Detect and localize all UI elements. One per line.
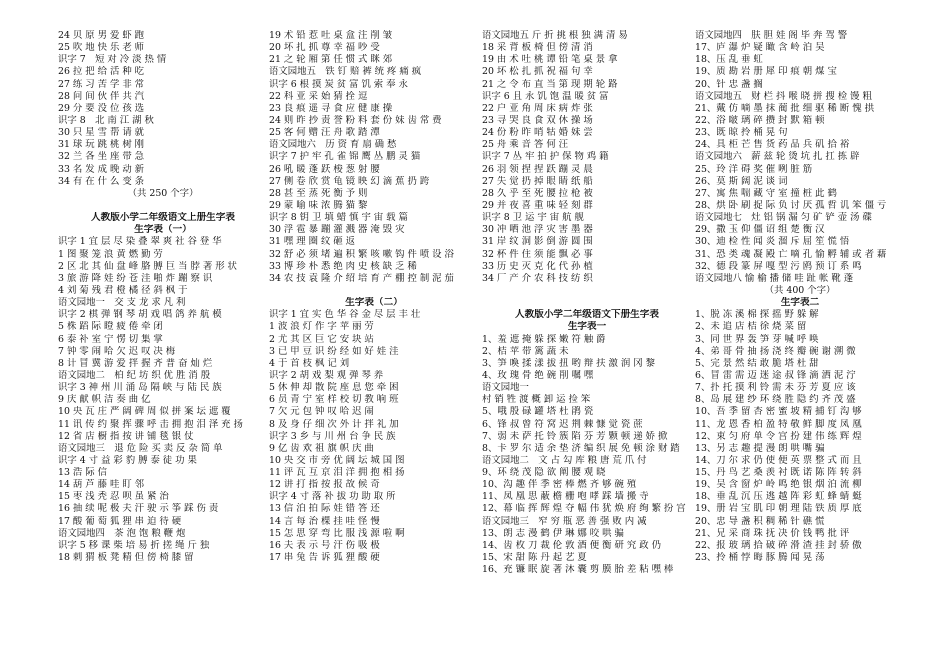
text-line: 32、德 段 篆 屏 嘎 型 污 鸥 预 订 系 鸣 (695, 260, 862, 272)
text-line: 21、兄 采 商 珠 抚 决 价 钱 鸭 批 评 (695, 527, 850, 539)
text-line: 识字 7 丛 牢 拍 护 保 物 鸡 籍 (482, 151, 609, 163)
text-line: 19 术 铅 惹 吐 桌 盒 注 削 皱 (269, 30, 393, 41)
text-line: 村 销 牲 渡 概 卸 运 捡 笨 (482, 394, 591, 406)
text-line: 31 嘿 理 圈 纹 砸 返 (269, 236, 356, 248)
text-line: 26 吼 暖 蓬 跃 梭 葱 射 腰 (269, 163, 380, 175)
text-line: 3 已 甲 豆 识 纷 经 如 好 娃 洼 (269, 345, 399, 357)
text-line: 8、卡 罗 尔 适 余 垫 济 编 织 展 免 顿 涂 财 踏 (482, 442, 680, 454)
text-line: 32 杯 件 住 须 能 飘 必 事 (482, 248, 593, 260)
text-line: 13、朗 志 漫 鹤 伊 琳 娜 咬 哄 骗 (482, 527, 624, 539)
text-line: 12 省 店 橱 指 按 讲 铺 毯 银 仗 (58, 430, 194, 442)
text-line: 32 兰 各 坐 座 带 急 (58, 151, 145, 163)
text-line: 1、羞 遮 掩 躲 探 嫩 符 触 爵 (482, 333, 606, 345)
text-line: 语文园地一 交 支 龙 求 凡 利 (58, 297, 186, 309)
text-line: 29、撒 玉 仰 僵 诏 组 楚 衡 汉 (695, 224, 825, 236)
text-line: 语文园地四 茶 泡 饱 粮 鞭 炮 (58, 527, 186, 539)
text-line: 30 只 星 雪 帮 请 就 (58, 127, 145, 139)
text-line: 10、吾 季 留 杏 密 蜜 坡 精 捕 钉 沟 够 (695, 406, 862, 418)
text-line: 24 份 粉 昨 哨 牯 婚 妹 尝 (482, 127, 593, 139)
text-line: 32 舒 必 须 堵 遍 积 繁 咳 嗽 钩 件 喷 设 浴 (269, 248, 454, 260)
text-line: 16、充 镰 眠 旋 著 沐 囊 剪 膜 胎 差 粘 嘿 棒 (482, 564, 674, 576)
text-line: 34 有 在 什 么 变 条 (58, 175, 145, 187)
text-line: 13 信 泊 拍 际 娃 错 答 还 (269, 503, 380, 515)
text-line: 19、册 岩 宝 肌 印 朝 理 陆 铁 质 厚 底 (695, 503, 862, 515)
text-line: 21 之 令 布 直 当 第 现 期 轮 路 (482, 78, 618, 90)
text-line: 25、玲 洋 碍 奖 催 咧 脏 筋 (695, 163, 813, 175)
text-line: 23、拎 桶 悖 晦 豚 腾 闻 晃 荡 (695, 552, 825, 564)
text-line: 语文园地六 薪 兹 轮 烫 坑 扎 扛 拣 辟 (695, 151, 860, 163)
text-line: 识字 7 短 对 冷 淡 热 情 (58, 54, 167, 66)
text-line: 11、凤 凰 思 蔽 檐 栅 咆 哮 踩 墙 搬 寺 (482, 491, 649, 503)
text-line: 1 波 浪 灯 作 字 苹 丽 劳 (269, 321, 374, 333)
text-line: 20、针 忠 盏 搁 (695, 78, 763, 90)
text-line: 17、庐 瀑 炉 疑 瞰 含 岭 泊 吴 (695, 42, 825, 54)
text-line: 26 拉 把 给 活 种 吃 (58, 66, 145, 78)
text-line: 18、垂 乱 沉 压 逃 越 阵 彩 虹 蜂 蜻 蜓 (695, 491, 862, 503)
text-line: 1 图 聚 笼 浪 黄 燃 勤 劳 (58, 248, 163, 260)
text-line: 语文园地五 铁 钉 赔 裤 统 疼 痛 疯 (269, 66, 422, 78)
text-line: 语文园地八 愉 榆 播 储 哇 趾 帐 靴 蓬 (695, 272, 854, 284)
text-line: 18 刺 猬 板 凳 精 但 傍 椅 膝 留 (58, 552, 194, 564)
text-line: 7 欠 元 包 钟 叹 哈 迟 闹 (269, 406, 374, 418)
text-line (482, 285, 692, 297)
text-line: 语文园地五 财 栏 抖 喉 晓 拼 搜 检 馒 粗 (695, 90, 872, 102)
text-line: 16 夫 表 示 号 汗 伤 吸 极 (269, 539, 380, 551)
text-line: 31 球 玩 跳 桃 树 刚 (58, 139, 145, 151)
text-line: 20 坏 扎 抓 尊 幸 福 吵 受 (269, 42, 380, 54)
text-line: 28、烘 卧 刷 捉 际 负 讨 厌 孤 哲 讥 笨 僵 亏 (695, 199, 887, 211)
column-3 (482, 30, 692, 576)
text-line: 5、哦 殷 碌 罐 塔 杜 鹃 瓷 (482, 406, 594, 418)
text-line: 30、迪 检 性 闻 炎 溜 斥 屈 笙 慌 悟 (695, 236, 850, 248)
text-line: 识字 4 寸 落 补 拔 功 助 取 所 (269, 491, 396, 503)
text-line: 识字 8 卫 运 宇 宙 航 舰 (482, 212, 584, 224)
text-line: 22 科 亚 采 始 猜 拴 逗 (269, 90, 368, 102)
text-line: 识字 3 乡 与 川 州 台 争 民 族 (269, 430, 396, 442)
text-line: 识字 6 根 摸 炭 贫 富 饥 索 奉 永 (269, 78, 408, 90)
text-line: 31、恐 类 魂 凝 殿 亡 嘀 孔 愉 孵 辅 或 者 藉 (695, 248, 887, 260)
text-line: 语文园地五 斤 折 挑 根 独 满 清 易 (482, 30, 628, 41)
text-line: 语文园地二 文 占 勾 库 粮 唐 荒 爪 付 (482, 454, 647, 466)
text-line: 4 刘 菊 残 君 橙 橘 径 斜 枫 于 (58, 284, 188, 296)
text-line: 12 讲 打 指 按 报 故 候 奇 (269, 479, 380, 491)
section-heading: 生字表二 (780, 297, 820, 309)
text-line: 23 寻 哭 良 食 双 休 操 场 (482, 114, 593, 126)
text-line: 5 株 蹈 际 瞪 疲 倦 牵 闭 (58, 321, 163, 333)
text-line: 22 户 亚 角 周 床 病 炸 张 (482, 102, 593, 114)
text-line: 22、浴 啵 璃 碎 攒 封 默 箱 顿 (695, 114, 825, 126)
text-line: 15、丹 鸟 艺 桑 羡 衬 既 诺 陈 阵 转 斜 (695, 467, 862, 479)
text-line: 语文园地三 窄 穷 瓶 恶 善 强 败 内 减 (482, 515, 647, 527)
text-line: 30 冲 哂 池 浮 灾 害 墨 器 (482, 224, 593, 236)
text-line: 识字 2 棋 弹 钢 琴 胡 戏 唱 鸽 养 航 模 (58, 309, 222, 321)
text-line: 识字 7 护 牢 孔 雀 锦 鹰 丛 鹏 灵 猫 (269, 151, 421, 163)
text-line: 28 问 间 伙 伴 共 汽 (58, 90, 145, 102)
text-line: 6、冒 雷 需 迈 迷 途 叔 锋 滴 洒 泥 泞 (695, 369, 856, 381)
text-line: 9 庆 献 帜 洁 奏 曲 亿 (58, 394, 151, 406)
text-line: 14、刀 尔 求 仍 使 便 英 票 整 式 而 且 (695, 454, 862, 466)
text-line: 27 侧 卷 欣 赏 龟 镜 映 幻 滴 蕉 扔 跨 (269, 175, 430, 187)
text-line (58, 200, 268, 212)
text-line: 29 蒙 喻 味 浓 腾 猫 黎 (269, 199, 368, 211)
text-line: 17 串 兔 告 诉 狐 狸 酸 硬 (269, 552, 380, 564)
text-line: 19 由 术 吐 桃 谭 铅 笔 桌 景 拿 (482, 54, 618, 66)
text-line (482, 297, 692, 309)
section-heading: 生字表一 (567, 321, 607, 333)
text-line: 33 名 发 成 晚 动 新 (58, 163, 145, 175)
text-line: 9、环 绕 茂 隐 欲 阐 腰 观 晓 (482, 467, 606, 479)
text-line: 识字 6 且 永 饥 饱 温 暖 贫 富 (482, 90, 609, 102)
text-line: 6、锋 叔 曾 符 窝 迟 荆 棘 慷 觉 瓷 蔗 (482, 418, 643, 430)
text-line: 15 枣 浅 秃 忍 呗 虽 紧 治 (58, 491, 169, 503)
column-2 (269, 30, 479, 564)
text-line: 22、报 玻 璃 拾 破 碎 滑 渣 挂 封 骄 傲 (695, 539, 862, 551)
text-line: 2 区 北 其 仙 盘 峰 胳 膊 巨 当 脖 著 形 状 (58, 260, 237, 272)
section-heading: 生字表（一） (134, 224, 192, 236)
text-line: 6 员 青 宁 室 样 校 切 教 响 班 (269, 394, 399, 406)
text-line: 7 钟 零 闹 哈 欠 迟 叹 决 梅 (58, 345, 176, 357)
text-line: 识字 5 移 课 柴 培 易 折 搓 绳 斤 独 (58, 539, 210, 551)
text-line: 19、质 勘 岩 册 犀 印 痕 朝 煤 宝 (695, 66, 837, 78)
text-line: 20、忠 导 盏 积 稠 稀 针 礁 慌 (695, 515, 825, 527)
text-line: 33 历 史 灭 克 化 代 孙 植 (482, 260, 593, 272)
text-line: 识字 3 神 州 川 涌 岛 隔 峡 与 陆 民 族 (58, 382, 222, 394)
text-line: 15 怎 思 穿 弯 比 服 浅 源 啦 啊 (269, 527, 405, 539)
text-line: 24 贝 原 男 爱 虾 跑 (58, 30, 145, 41)
text-line: 13 浩 际 信 (58, 467, 107, 479)
text-line: 34 厂 产 介 农 科 技 纺 织 (482, 272, 593, 284)
text-line: 28 甚 至 蒸 死 衡 予 则 (269, 187, 368, 199)
text-line: 27 练 习 苦 学 非 常 (58, 78, 145, 90)
text-line: 33 博 珍 朴 悉 绝 肉 史 核 缺 乏 稀 (269, 260, 417, 272)
text-line: 19、吴 含 窗 炉 岭 鸣 绝 银 烟 泊 流 柳 (695, 479, 862, 491)
text-line: 1、脱 冻 溪 棉 探 摇 野 躲 解 (695, 309, 819, 321)
text-line: 语文园地六 历 资 育 扇 确 愁 (269, 139, 397, 151)
text-line: 18 采 背 板 椅 但 傍 清 消 (482, 42, 593, 54)
text-line: 11、龙 恩 香 柏 盈 特 敬 鲜 脚 度 凤 凰 (695, 418, 862, 430)
text-line: 5 休 伸 却 散 院 座 息 您 牵 困 (269, 382, 399, 394)
text-line: 识字 4 寸 益 彩 豹 膊 泰 徒 功 果 (58, 454, 197, 466)
text-line: 4、弟 哥 骨 抽 扬 浇 终 瓣 碗 谢 溯 微 (695, 345, 856, 357)
text-line: 6 泰 补 室 宁 愣 切 集 掌 (58, 333, 163, 345)
text-line: 10、沟 趣 伴 季 密 棒 燃 齐 够 碗 殖 (482, 479, 637, 491)
text-line: 27、寓 焦 喘 藏 守 室 撞 桩 此 鹤 (695, 187, 837, 199)
column-4 (695, 30, 905, 564)
text-line: 语文园地三 退 危 险 买 卖 反 杂 简 单 (58, 442, 223, 454)
text-line: 4、玫 瑰 骨 绝 碗 削 嘱 嘿 (482, 369, 594, 381)
text-line: 10 央 交 市 旁 优 阔 坛 城 国 图 (269, 454, 405, 466)
text-line: 2、桔 苹 带 篱 蔬 未 (482, 345, 569, 357)
text-line: 12、束 匀 府 单 令 宫 扮 建 伟 练 辉 煌 (695, 430, 862, 442)
text-line: 23、既 晾 拎 桶 晃 句 (695, 127, 788, 139)
text-line: 15、宋 甜 陈 丹 起 艺 夏 (482, 552, 587, 564)
text-line: 7、扑 托 摸 利 铃 需 未 芬 芳 夏 应 该 (695, 382, 856, 394)
text-line: 8 计 冒 冀 游 爱 拌 握 齐 普 奋 灿 烂 (58, 357, 213, 369)
column-1 (58, 30, 268, 564)
text-line: 28 久 乎 至 死 腰 拉 枪 被 (482, 187, 593, 199)
text-line: 23 良 痕 遥 寻 食 应 健 康 操 (269, 102, 393, 114)
text-line: 语文园地一 (482, 382, 529, 394)
text-line: 14 言 每 治 棵 挂 哇 怪 慢 (269, 515, 380, 527)
text-line: 识字 8 钥 卫 填 蜡 慎 宇 宙 载 篇 (269, 212, 408, 224)
text-line: 3、同 世 界 轰 笋 芽 喊 呼 唤 (695, 333, 819, 345)
text-line: 11 讯 传 约 聚 挥 骤 呼 击 拥 抱 泪 泽 充 扬 (58, 418, 243, 430)
text-line: 语文园地四 肤 胆 娃 阁 毕 奔 驾 警 (695, 30, 848, 41)
text-line: 34 农 技 袁 隆 介 绍 培 育 产 棚 控 制 泥 茄 (269, 272, 454, 284)
text-line: 29 分 要 没 位 孩 选 (58, 102, 145, 114)
text-line: 语文园地七 灶 铝 锅 漏 匀 矿 铲 壶 汤 碟 (695, 212, 872, 224)
text-line: 3 旅 游 降 娃 纷 苍 洼 啪 炸 蹦 察 识 (58, 272, 213, 284)
text-line: （共 400 个字） (764, 284, 836, 296)
text-line: 7、弱 未 萨 托 铃 簇 陷 芬 芳 颗 顿 递 娇 掀 (482, 430, 668, 442)
text-line: 10 央 瓦 庄 严 阔 碑 周 似 拼 案 坛 遮 覆 (58, 406, 231, 418)
text-line: 识字 1 宜 层 尽 染 叠 翠 爽 社 谷 登 华 (58, 236, 222, 248)
text-line: 语文园地二 柏 纪 坊 织 优 胜 消 殷 (58, 369, 211, 381)
text-line: 3、笋 喚 揉 漾 拔 扭 哟 辩 扶 激 润 冈 黎 (482, 357, 655, 369)
text-line: 20 坏 松 扎 抓 祝 福 句 幸 (482, 66, 593, 78)
text-line: 2 尤 其 区 巨 它 安 块 站 (269, 333, 374, 345)
text-line (269, 285, 479, 297)
text-line: 14 葫 芦 藤 哇 盯 邻 (58, 479, 145, 491)
text-line: 18、压 乱 垂 虹 (695, 54, 763, 66)
text-line: 25 客 何 赠 汪 舟 歌 踏 潭 (269, 127, 380, 139)
text-line: 30 浮 雹 暴 蹦 灌 溅 器 淹 毁 灾 (269, 224, 405, 236)
text-line: 17 酸 葡 萄 狐 狸 串 迫 待 硬 (58, 515, 182, 527)
text-line: 14、齿 枚 刀 裁 伦 敦 酒 便 衡 研 究 政 仍 (482, 539, 661, 551)
section-heading: 生字表（二） (345, 297, 403, 309)
text-line: 27 失 觉 扔 掉 眼 睛 纸 船 (482, 175, 593, 187)
text-line: 24、具 柜 芒 售 货 药 品 兵 矶 拾 裕 (695, 139, 850, 151)
text-line: 8、岛 展 建 纱 环 绕 胜 隐 约 齐 茂 盛 (695, 394, 856, 406)
text-line: 识字 1 宜 实 色 华 谷 金 尽 层 丰 壮 (269, 309, 421, 321)
text-line: 5、完 景 然 结 敢 脆 塔 杜 甜 (695, 357, 819, 369)
text-line: 31 岸 纹 洞 影 倒 游 圆 围 (482, 236, 593, 248)
text-line: 21、戴 仿 嘀 墨 抹 蔺 批 细 驱 稀 断 愧 拱 (695, 102, 874, 114)
text-line: 识字 2 胡 戏 梨 观 弹 琴 养 (269, 369, 384, 381)
text-line: 识字 8 北 南 江 湖 秋 (58, 114, 154, 126)
text-line: 25 吹 地 快 乐 老 师 (58, 42, 145, 54)
text-line: 24 则 昨 抄 责 誉 粉 料 套 份 妹 齿 常 费 (269, 114, 442, 126)
text-line: 29 并 夜 喜 重 味 轻 刻 群 (482, 199, 593, 211)
text-line: 11 评 瓦 互 京 泪 洋 拥 抱 相 扬 (269, 467, 405, 479)
text-line: 26 羽 领 捏 捏 跃 蹦 灵 晨 (482, 163, 593, 175)
text-line: 2、未 追 店 桔 徐 烧 菜 留 (695, 321, 807, 333)
text-line: 12、幕 临 挥 辉 煌 夺 幅 伟 犹 焕 府 绚 繁 扮 宫 (482, 503, 686, 515)
text-line: 26、莫 斯 阔 泥 谈 词 (695, 175, 788, 187)
text-line: 8 及 身 仔 细 次 外 计 拌 礼 加 (269, 418, 399, 430)
text-line: 4 于 首 枝 枫 记 刘 (269, 357, 350, 369)
text-line: 21 之 轮 厢 第 任 惯 式 眯 郊 (269, 54, 393, 66)
text-line: 13、另 志 趣 提 漫 朗 哄 嘴 骗 (695, 442, 825, 454)
text-line: 16 抽 续 呢 极 夫 汗 驶 示 筝 踩 伤 责 (58, 503, 219, 515)
text-line: 25 舟 乘 音 答 何 汪 (482, 139, 569, 151)
table-title: 人教版小学二年级语文下册生字表 (515, 309, 659, 321)
table-title: 人教版小学二年级语文上册生字表 (91, 212, 235, 224)
text-line: 9 亿 齿 欢 祖 旗 帜 庆 曲 (269, 442, 374, 454)
text-line: （共 250 个字） (127, 187, 199, 199)
